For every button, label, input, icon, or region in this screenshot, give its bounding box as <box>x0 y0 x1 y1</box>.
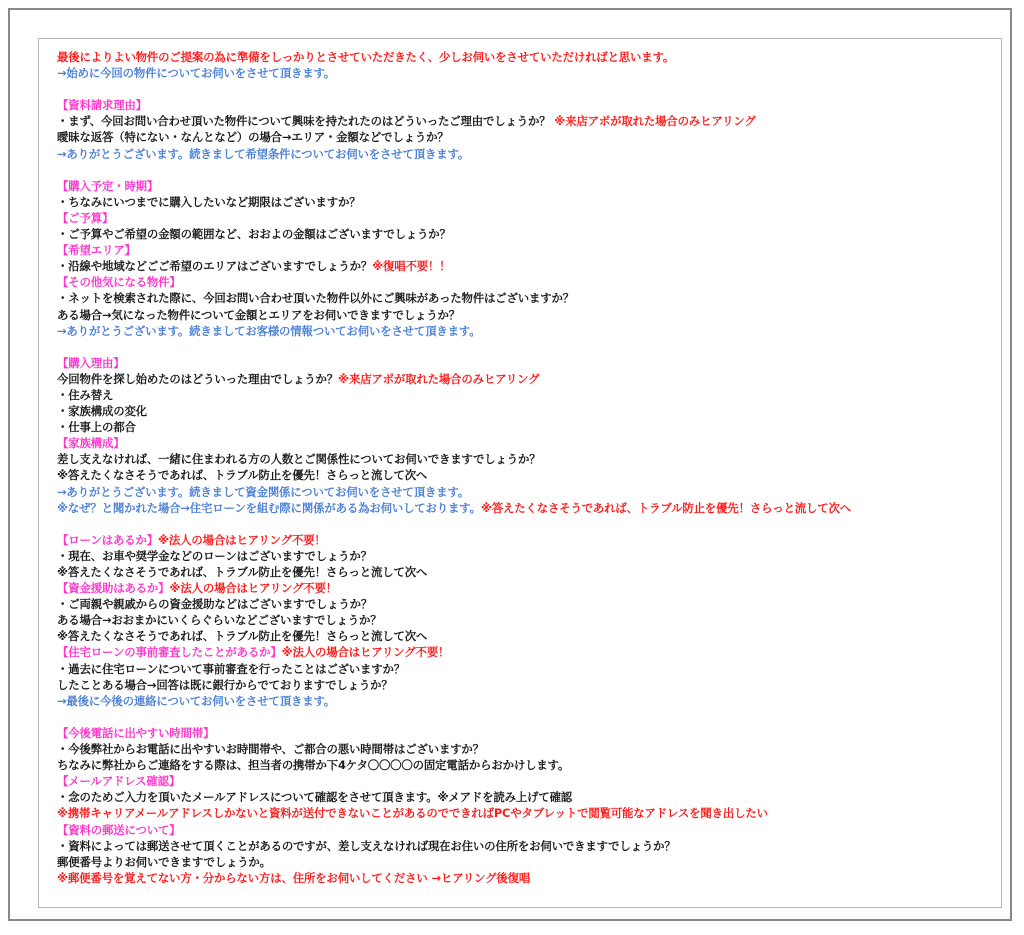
script-line <box>57 258 991 274</box>
script-text-black: ・資料によっては郵送させて頂くことがあるのですが、差し支えなければ現在お住いの住所をお伺いできますでしょうか？ <box>57 838 676 853</box>
script-line <box>57 194 991 210</box>
script-text-pink: 【家族構成】 <box>57 436 125 451</box>
script-line <box>57 49 991 65</box>
script-text-red: ※来店アポが取れた場合のみヒアリング <box>554 114 756 129</box>
script-line <box>57 564 991 580</box>
script-line <box>57 113 991 129</box>
script-text-black: ・念のためご入力を頂いたメールアドレスについて確認をさせて頂きます。※メアドを読み上げて確認 <box>57 790 573 805</box>
script-line <box>57 371 991 387</box>
script-text-red: ※携帯キャリアメールアドレスしかないと資料が送付できないことがあるのでできればPCやタブレットで閲覧可能なアドレスを聞き出したい <box>57 806 768 821</box>
script-text-black: ・住み替え <box>57 387 114 402</box>
script-line <box>57 548 991 564</box>
script-line <box>57 854 991 870</box>
script-text-black: ある場合→おおまかにいくらぐらいなどございますでしょうか？ <box>57 613 382 628</box>
script-line <box>57 226 991 242</box>
script-text-pink: 【資金援助はあるか】 <box>57 581 170 596</box>
script-line <box>57 355 991 371</box>
script-line <box>57 65 991 81</box>
script-text-pink: 【購入予定・時期】 <box>57 178 159 193</box>
script-line <box>57 467 991 483</box>
blank-line <box>57 81 991 97</box>
blank-line <box>57 709 991 725</box>
script-text-pink: 【ローンはあるか】 <box>57 532 158 547</box>
blank-line <box>57 162 991 178</box>
script-line <box>57 274 991 290</box>
script-text-black: ちなみに弊社からご連絡をする際は、担当者の携帯か下4ケタ〇〇〇〇の固定電話からおかけします。 <box>57 758 570 773</box>
script-text-black: ・過去に住宅ローンについて事前審査を行ったことはございますか？ <box>57 661 406 676</box>
script-line <box>57 97 991 113</box>
script-text-black: ※答えたくなさそうであれば、トラブル防止を優先！さらっと流して次へ <box>57 468 428 483</box>
script-text-blue: →始めに今回の物件についてお伺いをさせて頂きます。 <box>57 66 336 81</box>
script-text-red: ※来店アポが取れた場合のみヒアリング <box>338 371 540 386</box>
script-text-blue: →ありがとうございます。続きましてお客様の情報ついてお伺いをさせて頂きます。 <box>57 323 481 338</box>
script-line <box>57 838 991 854</box>
script-text-black: したことある場合→回答は既に銀行からでておりますでしょうか？ <box>57 677 393 692</box>
script-line <box>57 580 991 596</box>
script-line <box>57 870 991 886</box>
script-text-black: 今回物件を探し始めたのはどういった理由でしょうか？ <box>57 371 339 386</box>
script-text-pink: 【メールアドレス確認】 <box>57 774 181 789</box>
script-line <box>57 387 991 403</box>
script-line <box>57 677 991 693</box>
script-text-black: 郵便番号よりお伺いできますでしょうか。 <box>57 854 271 869</box>
script-text-pink: 【住宅ローンの事前審査したことがあるか】 <box>57 645 282 660</box>
script-text-blue: →ありがとうございます。続きまして希望条件についてお伺いをさせて頂きます。 <box>57 146 470 161</box>
script-text-pink: 【資料の郵送について】 <box>57 822 181 837</box>
script-line <box>57 725 991 741</box>
script-text-black: ・沿線や地域などごご希望のエリアはございますでしょうか？ <box>57 259 373 274</box>
script-text-blue: ※なぜ？と聞かれた場合→住宅ローンを組む際に関係がある為お伺いしております。 <box>57 500 481 515</box>
script-line <box>57 532 991 548</box>
script-text-black: ・まず、今回お問い合わせ頂いた物件について興味を持たれたのはどういったご理由でしょうか？ <box>57 114 555 129</box>
script-text-pink: 【購入理由】 <box>57 355 125 370</box>
script-text-black: ・仕事上の都合 <box>57 420 136 435</box>
script-line <box>57 403 991 419</box>
script-line <box>57 451 991 467</box>
script-text-black: ある場合→気になった物件について金額とエリアをお伺いできますでしょうか？ <box>57 307 460 322</box>
script-line <box>57 644 991 660</box>
script-text-red: ※答えたくなさそうであれば、トラブル防止を優先！さらっと流して次へ <box>480 500 852 515</box>
script-line <box>57 323 991 339</box>
script-text-pink: 【今後電話に出やすい時間帯】 <box>57 725 215 740</box>
script-text-black: 曖昧な返答（特にない・なんとなど）の場合→エリア・金額などでしょうか？ <box>57 130 449 145</box>
script-text-red: ※法人の場合はヒアリング不要！ <box>169 581 338 596</box>
script-text-red: ※復唱不要！！ <box>372 259 451 274</box>
script-text-red: ※郵便番号を覚えてない方・分からない方は、住所をお伺いしてください →ヒアリング後復唱 <box>57 870 531 885</box>
script-line <box>57 484 991 500</box>
script-line <box>57 242 991 258</box>
script-line <box>57 805 991 821</box>
hearing-script-body <box>38 38 1002 908</box>
script-text-red: 最後によりよい物件のご提案の為に準備をしっかりとさせていただきたく、少しお伺いをさせていただければと思います。 <box>57 50 675 64</box>
script-text-black: ※答えたくなさそうであれば、トラブル防止を優先！さらっと流して次へ <box>57 565 428 579</box>
script-line <box>57 757 991 773</box>
document-outer-frame <box>8 8 1012 921</box>
script-text-black: ・家族構成の変化 <box>57 404 147 419</box>
script-line <box>57 178 991 194</box>
blank-line <box>57 516 991 532</box>
script-text-black: ・ご両親や親戚からの資金援助などはございますでしょうか？ <box>57 597 373 612</box>
script-line <box>57 307 991 323</box>
script-line <box>57 789 991 805</box>
script-line <box>57 661 991 677</box>
script-text-red: ※法人の場合はヒアリング不要！ <box>157 532 326 547</box>
script-text-pink: 【ご予算】 <box>57 210 114 225</box>
script-text-pink: 【その他気になる物件】 <box>57 275 181 290</box>
script-line <box>57 500 991 516</box>
script-line <box>57 435 991 451</box>
script-line <box>57 290 991 306</box>
blank-line <box>57 339 991 355</box>
script-text-pink: 【希望エリア】 <box>57 243 136 258</box>
script-text-pink: 【資料請求理由】 <box>57 98 147 113</box>
script-text-blue: →最後に今後の連絡についてお伺いをさせて頂きます。 <box>57 693 336 708</box>
script-line <box>57 628 991 644</box>
script-line <box>57 741 991 757</box>
script-line <box>57 822 991 838</box>
script-text-black: 差し支えなければ、一緒に住まわれる方の人数とご関係性についてお伺いできますでしょうか？ <box>57 452 541 467</box>
script-line <box>57 210 991 226</box>
script-text-black: ・ネットを検索された際に、今回お問い合わせ頂いた物件以外にご興味があった物件はございますか？ <box>57 291 574 306</box>
script-text-black: ・ちなみにいつまでに購入したいなど期限はございますか？ <box>57 194 361 209</box>
script-line <box>57 612 991 628</box>
script-line <box>57 419 991 435</box>
script-line <box>57 773 991 789</box>
script-line <box>57 596 991 612</box>
script-text-blue: →ありがとうございます。続きまして資金関係についてお伺いをさせて頂きます。 <box>57 484 470 499</box>
script-text-red: ※法人の場合はヒアリング不要！ <box>281 645 450 660</box>
script-line <box>57 146 991 162</box>
script-line <box>57 129 991 145</box>
script-text-black: ・今後弊社からお電話に出やすいお時間帯や、ご都合の悪い時間帯はございますか？ <box>57 742 484 757</box>
script-line <box>57 693 991 709</box>
script-text-black: ・現在、お車や奨学金などのローンはございますでしょうか？ <box>57 548 372 563</box>
script-text-black: ※答えたくなさそうであれば、トラブル防止を優先！さらっと流して次へ <box>57 629 428 644</box>
script-text-black: ・ご予算やご希望の金額の範囲など、おおよの金額はございますでしょうか？ <box>57 227 451 242</box>
